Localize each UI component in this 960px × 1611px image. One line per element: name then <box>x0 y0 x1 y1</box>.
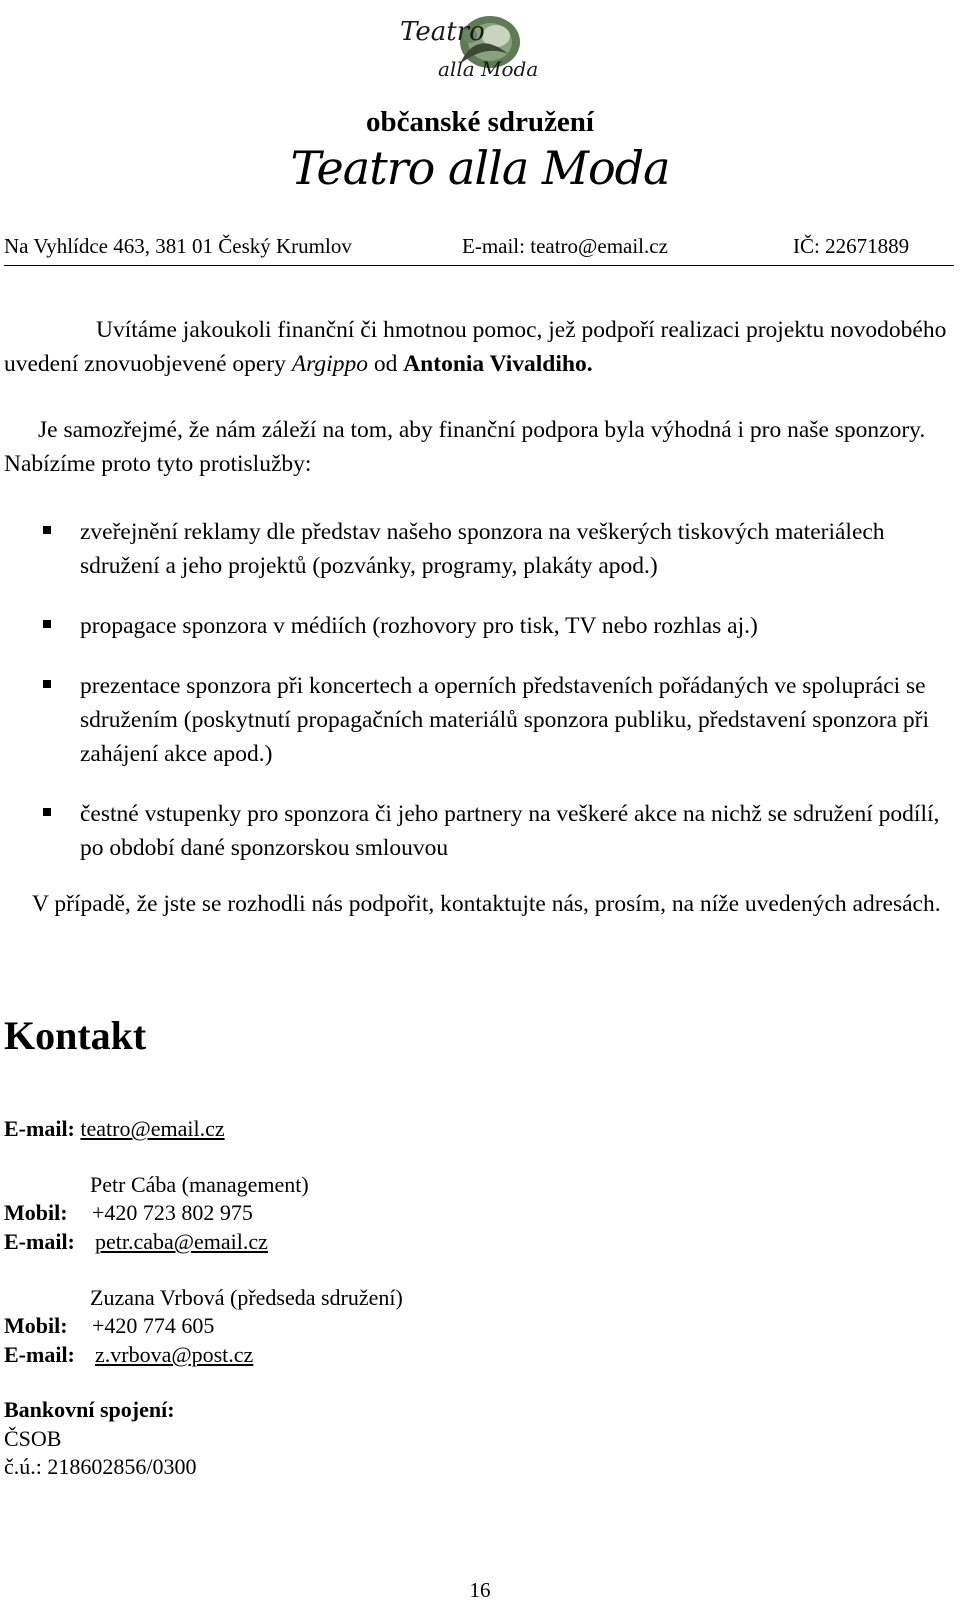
services-list <box>4 515 956 891</box>
logo-text-alla-moda: alla Moda <box>438 57 539 81</box>
person2-name: Zuzana Vrbová (předseda sdružení) <box>90 1285 403 1310</box>
service-text: prezentace sponzora při koncertech a operních představeních pořádaných ve spolupráci se sdružením (poskytnutí propagačních materiálů sponzora publiku, představení sponzora při zahájení akce apod.) <box>80 673 930 767</box>
list-item <box>4 515 956 583</box>
main-email-link[interactable]: teatro@email.cz <box>80 1116 225 1141</box>
service-text: propagace sponzora v médiích (rozhovory pro tisk, TV nebo rozhlas aj.) <box>80 613 758 639</box>
closing-text: V případě, že jste se rozhodli nás podpořit, kontaktujte nás, prosím, na níže uvedených adresách. <box>32 891 941 917</box>
list-item <box>4 609 956 643</box>
header-ic: IČ: 22671889 <box>793 234 910 258</box>
list-item <box>4 797 956 865</box>
person1-email-row <box>4 1228 268 1256</box>
closing-paragraph <box>4 887 956 921</box>
logo-text-teatro: Teatro <box>400 17 485 47</box>
list-item <box>4 669 956 771</box>
person2-mobile-row <box>4 1312 214 1340</box>
org-type: občanské sdružení <box>365 106 594 138</box>
sponsor-paragraph <box>4 413 956 481</box>
person1-mobile-row <box>4 1199 253 1227</box>
bullet-square-icon <box>43 620 51 628</box>
person2-mobile: +420 774 605 <box>92 1313 215 1338</box>
email-label: E-mail: <box>4 1342 75 1367</box>
org-name: Teatro alla Moda <box>290 141 670 195</box>
sponsor-text: Je samozřejmé, že nám záleží na tom, aby finanční podpora byla výhodná i pro naše sponzory. Nabízíme proto tyto protislužby: <box>4 417 926 477</box>
header-address: Na Vyhlídce 463, 381 01 Český Krumlov <box>4 234 352 258</box>
logo-graphic <box>398 6 558 82</box>
composer-name: Antonia Vivaldiho. <box>403 351 593 377</box>
bullet-square-icon <box>43 808 51 816</box>
email-label: E-mail: <box>4 1116 75 1141</box>
person2-email-link[interactable]: z.vrbova@post.cz <box>95 1342 254 1367</box>
bullet-square-icon <box>43 680 51 688</box>
header-email: E-mail: teatro@email.cz <box>462 234 668 258</box>
person1-email-link[interactable]: petr.caba@email.cz <box>95 1229 268 1254</box>
bank-label-text: Bankovní spojení: <box>4 1397 175 1422</box>
mobile-label: Mobil: <box>4 1200 68 1225</box>
page-number: 16 <box>469 1578 491 1602</box>
service-text: čestné vstupenky pro sponzora či jeho partnery na veškeré akce na nichž se sdružení podílí, po období dané sponzorskou smlouvou <box>80 801 940 861</box>
mobile-label: Mobil: <box>4 1313 68 1338</box>
bank-label <box>4 1396 175 1424</box>
bank-account: č.ú.: 218602856/0300 <box>4 1454 197 1479</box>
email-label: E-mail: <box>4 1229 75 1254</box>
header-rule <box>4 265 954 266</box>
service-text: zveřejnění reklamy dle představ našeho sponzora na veškerých tiskových materiálech sdružení a jeho projektů (pozvánky, programy, plakáty apod.) <box>80 519 885 579</box>
contact-heading: Kontakt <box>4 1013 147 1058</box>
person1-mobile: +420 723 802 975 <box>92 1200 253 1225</box>
opera-title: Argippo <box>291 351 368 377</box>
bank-name: ČSOB <box>4 1426 62 1451</box>
bullet-square-icon <box>43 526 51 534</box>
person1-name: Petr Cába (management) <box>90 1172 309 1197</box>
person2-email-row <box>4 1341 253 1369</box>
logo <box>398 6 558 82</box>
intro-paragraph <box>4 313 956 381</box>
main-email-row <box>4 1115 225 1143</box>
intro-mid: od <box>367 351 404 377</box>
intro-text: Uvítáme jakoukoli finanční či hmotnou pomoc, jež podpoří realizaci projektu novodobého uvedení znovuobjevené opery <box>4 317 947 377</box>
